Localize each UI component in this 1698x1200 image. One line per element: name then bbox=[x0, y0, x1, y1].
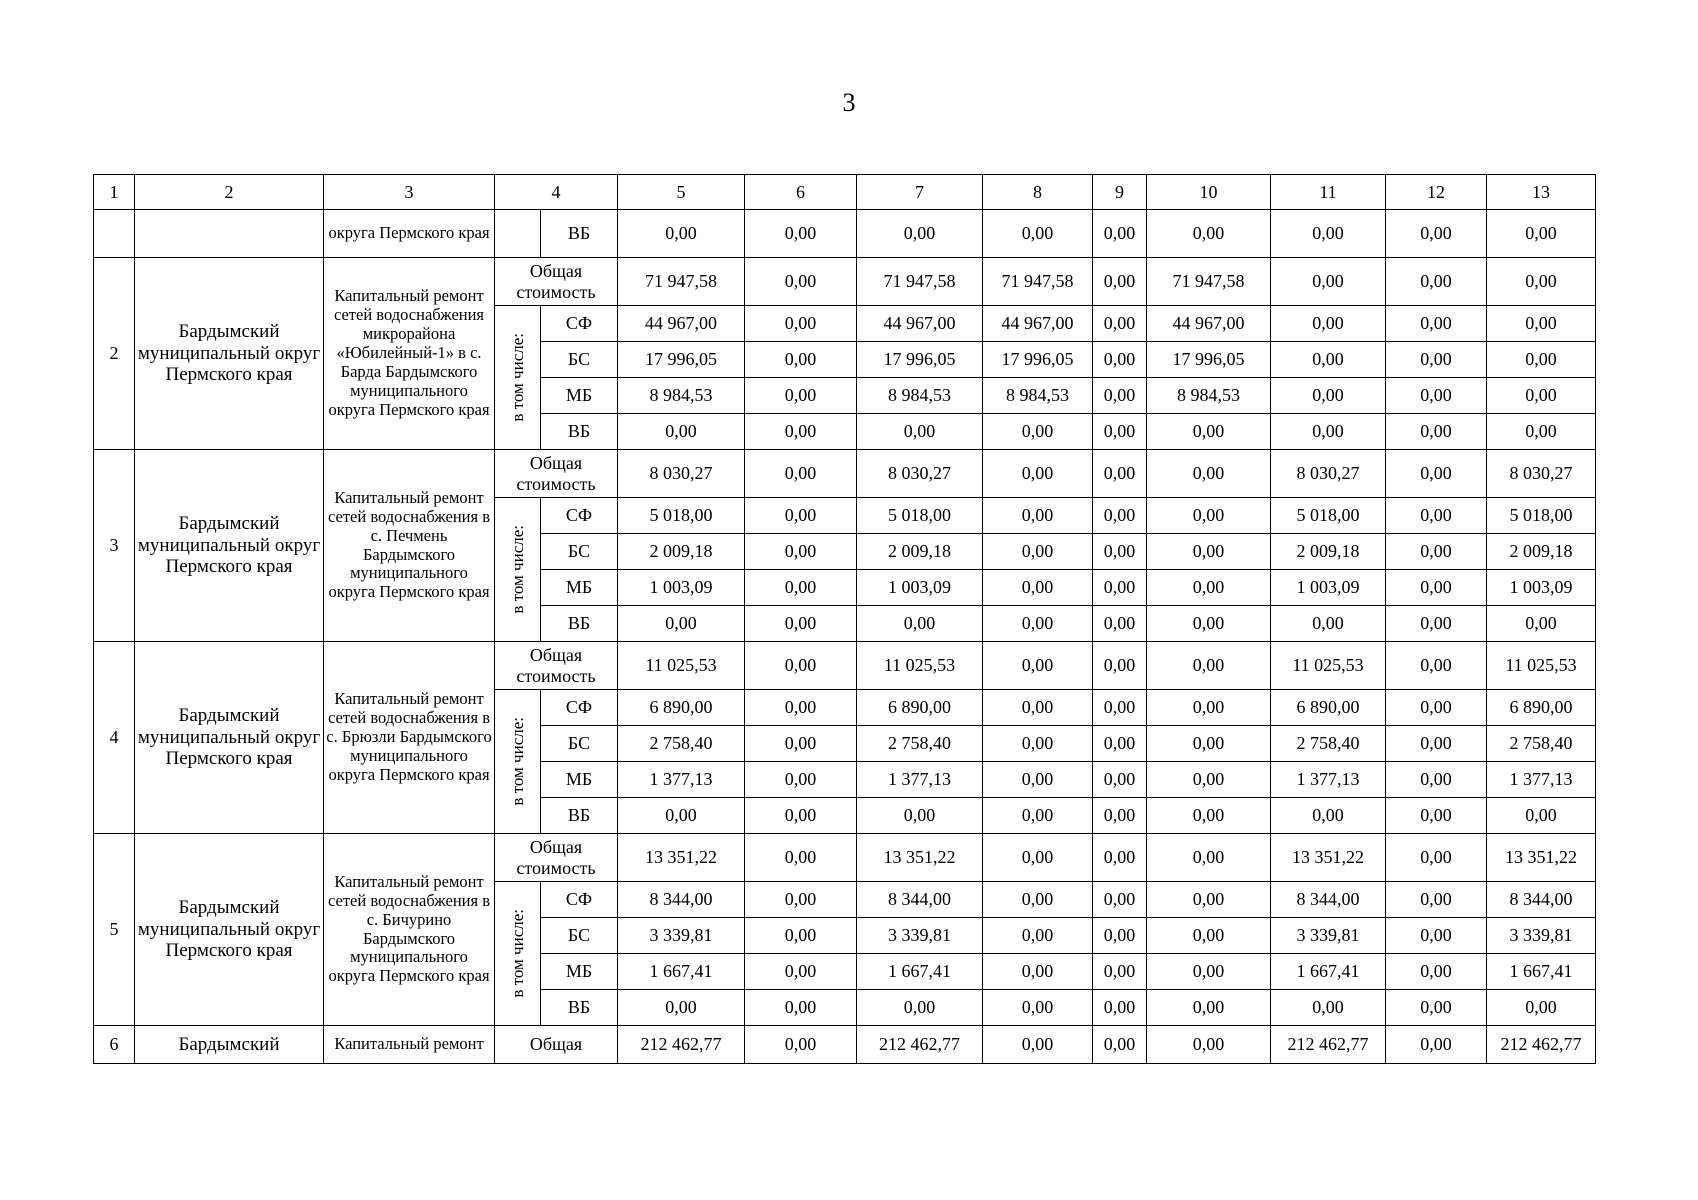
value-cell: 1 667,41 bbox=[857, 954, 983, 990]
object-description: Капитальный ремонт сетей водоснабжения в с. Брюзли Бардымского муниципального округа Пермского края bbox=[324, 642, 495, 834]
value-cell: 1 667,41 bbox=[1487, 954, 1596, 990]
value-cell: 2 009,18 bbox=[1487, 534, 1596, 570]
value-cell: 6 890,00 bbox=[1487, 690, 1596, 726]
value-cell: 0,00 bbox=[983, 210, 1093, 258]
value-cell: 0,00 bbox=[1271, 414, 1386, 450]
object-description: Капитальный ремонт bbox=[324, 1026, 495, 1064]
value-cell: 0,00 bbox=[1093, 726, 1147, 762]
value-cell: 0,00 bbox=[1093, 606, 1147, 642]
value-cell: 11 025,53 bbox=[1487, 642, 1596, 690]
value-cell: 8 344,00 bbox=[1271, 882, 1386, 918]
fund-label: СФ bbox=[541, 882, 618, 918]
value-cell: 0,00 bbox=[1487, 342, 1596, 378]
municipality-name: Бардымский муниципальный округ Пермского края bbox=[135, 258, 324, 450]
table-row-total bbox=[94, 642, 1596, 690]
value-cell: 212 462,77 bbox=[618, 1026, 745, 1064]
subgroup-label-cell bbox=[495, 882, 541, 1026]
value-cell: 0,00 bbox=[745, 882, 857, 918]
value-cell: 0,00 bbox=[1271, 342, 1386, 378]
value-cell: 0,00 bbox=[618, 798, 745, 834]
total-cost-label: Общая стоимость bbox=[495, 834, 618, 882]
value-cell: 13 351,22 bbox=[1271, 834, 1386, 882]
value-cell: 0,00 bbox=[1147, 1026, 1271, 1064]
value-cell: 0,00 bbox=[1093, 306, 1147, 342]
value-cell: 8 344,00 bbox=[1487, 882, 1596, 918]
fund-spacer-cell bbox=[495, 210, 541, 258]
value-cell: 0,00 bbox=[618, 414, 745, 450]
value-cell: 6 890,00 bbox=[618, 690, 745, 726]
row-number: 2 bbox=[94, 258, 135, 450]
total-cost-label: Общая стоимость bbox=[495, 258, 618, 306]
value-cell: 17 996,05 bbox=[618, 342, 745, 378]
row-number-cell bbox=[94, 210, 135, 258]
value-cell: 8 984,53 bbox=[857, 378, 983, 414]
value-cell: 0,00 bbox=[1147, 798, 1271, 834]
value-cell: 0,00 bbox=[983, 798, 1093, 834]
value-cell: 0,00 bbox=[1386, 498, 1487, 534]
value-cell: 0,00 bbox=[1147, 990, 1271, 1026]
subgroup-label: в том числе: bbox=[507, 717, 527, 806]
value-cell: 17 996,05 bbox=[983, 342, 1093, 378]
municipality-name: Бардымский муниципальный округ Пермского края bbox=[135, 450, 324, 642]
column-number: 6 bbox=[745, 175, 857, 210]
table-row-total bbox=[94, 258, 1596, 306]
value-cell: 0,00 bbox=[1147, 882, 1271, 918]
value-cell: 71 947,58 bbox=[1147, 258, 1271, 306]
value-cell: 8 030,27 bbox=[1487, 450, 1596, 498]
value-cell: 8 984,53 bbox=[618, 378, 745, 414]
value-cell: 0,00 bbox=[618, 210, 745, 258]
value-cell: 0,00 bbox=[1093, 498, 1147, 534]
table-row-total bbox=[94, 450, 1596, 498]
value-cell: 0,00 bbox=[1386, 642, 1487, 690]
value-cell: 0,00 bbox=[618, 606, 745, 642]
fund-label: СФ bbox=[541, 306, 618, 342]
value-cell: 17 996,05 bbox=[1147, 342, 1271, 378]
value-cell: 2 009,18 bbox=[1271, 534, 1386, 570]
value-cell: 8 984,53 bbox=[1147, 378, 1271, 414]
value-cell: 0,00 bbox=[1093, 918, 1147, 954]
value-cell: 0,00 bbox=[1093, 258, 1147, 306]
value-cell: 212 462,77 bbox=[857, 1026, 983, 1064]
column-number: 12 bbox=[1386, 175, 1487, 210]
value-cell: 0,00 bbox=[1147, 834, 1271, 882]
value-cell: 1 003,09 bbox=[857, 570, 983, 606]
value-cell: 0,00 bbox=[1147, 414, 1271, 450]
value-cell: 0,00 bbox=[745, 534, 857, 570]
value-cell: 0,00 bbox=[857, 606, 983, 642]
value-cell: 5 018,00 bbox=[1271, 498, 1386, 534]
fund-label: БС bbox=[541, 918, 618, 954]
value-cell: 0,00 bbox=[1093, 414, 1147, 450]
value-cell: 0,00 bbox=[745, 690, 857, 726]
value-cell: 0,00 bbox=[1147, 762, 1271, 798]
value-cell: 0,00 bbox=[1093, 210, 1147, 258]
value-cell: 2 758,40 bbox=[1487, 726, 1596, 762]
value-cell: 0,00 bbox=[983, 570, 1093, 606]
value-cell: 0,00 bbox=[1271, 798, 1386, 834]
value-cell: 8 030,27 bbox=[618, 450, 745, 498]
value-cell: 0,00 bbox=[983, 726, 1093, 762]
value-cell: 2 758,40 bbox=[857, 726, 983, 762]
value-cell: 0,00 bbox=[745, 642, 857, 690]
column-number: 13 bbox=[1487, 175, 1596, 210]
value-cell: 0,00 bbox=[1487, 990, 1596, 1026]
fund-label: БС bbox=[541, 726, 618, 762]
value-cell: 0,00 bbox=[745, 414, 857, 450]
value-cell: 0,00 bbox=[1386, 798, 1487, 834]
value-cell: 212 462,77 bbox=[1487, 1026, 1596, 1064]
value-cell: 0,00 bbox=[1093, 762, 1147, 798]
value-cell: 0,00 bbox=[1147, 606, 1271, 642]
value-cell: 8 030,27 bbox=[1271, 450, 1386, 498]
value-cell: 0,00 bbox=[1386, 534, 1487, 570]
fund-label: ВБ bbox=[541, 414, 618, 450]
value-cell: 44 967,00 bbox=[983, 306, 1093, 342]
value-cell: 0,00 bbox=[1271, 306, 1386, 342]
fund-label: СФ bbox=[541, 498, 618, 534]
value-cell: 3 339,81 bbox=[1271, 918, 1386, 954]
fund-label: ВБ bbox=[541, 798, 618, 834]
column-number: 5 bbox=[618, 175, 745, 210]
value-cell: 1 377,13 bbox=[1271, 762, 1386, 798]
value-cell: 0,00 bbox=[1271, 378, 1386, 414]
value-cell: 0,00 bbox=[983, 1026, 1093, 1064]
value-cell: 0,00 bbox=[745, 306, 857, 342]
value-cell: 0,00 bbox=[1386, 450, 1487, 498]
header-row bbox=[94, 175, 1596, 210]
page-number: 3 bbox=[842, 88, 856, 117]
value-cell: 13 351,22 bbox=[618, 834, 745, 882]
value-cell: 1 003,09 bbox=[1271, 570, 1386, 606]
column-number: 1 bbox=[94, 175, 135, 210]
value-cell: 0,00 bbox=[1271, 606, 1386, 642]
subgroup-label: в том числе: bbox=[507, 909, 527, 998]
fund-label: СФ bbox=[541, 690, 618, 726]
value-cell: 0,00 bbox=[745, 342, 857, 378]
value-cell: 0,00 bbox=[1386, 306, 1487, 342]
value-cell: 0,00 bbox=[983, 990, 1093, 1026]
value-cell: 0,00 bbox=[745, 606, 857, 642]
value-cell: 2 009,18 bbox=[618, 534, 745, 570]
value-cell: 0,00 bbox=[983, 918, 1093, 954]
column-number: 7 bbox=[857, 175, 983, 210]
value-cell: 0,00 bbox=[983, 606, 1093, 642]
fund-label: МБ bbox=[541, 954, 618, 990]
value-cell: 0,00 bbox=[1386, 762, 1487, 798]
value-cell: 8 344,00 bbox=[857, 882, 983, 918]
value-cell: 0,00 bbox=[1386, 606, 1487, 642]
value-cell: 2 009,18 bbox=[857, 534, 983, 570]
value-cell: 2 758,40 bbox=[618, 726, 745, 762]
value-cell: 0,00 bbox=[1386, 834, 1487, 882]
value-cell: 8 030,27 bbox=[857, 450, 983, 498]
financing-table bbox=[93, 174, 1596, 1064]
value-cell: 2 758,40 bbox=[1271, 726, 1386, 762]
value-cell: 0,00 bbox=[745, 498, 857, 534]
value-cell: 0,00 bbox=[1386, 954, 1487, 990]
value-cell: 0,00 bbox=[1093, 690, 1147, 726]
value-cell: 44 967,00 bbox=[857, 306, 983, 342]
column-number: 4 bbox=[495, 175, 618, 210]
value-cell: 0,00 bbox=[745, 258, 857, 306]
value-cell: 0,00 bbox=[857, 798, 983, 834]
value-cell: 0,00 bbox=[1386, 378, 1487, 414]
column-number: 8 bbox=[983, 175, 1093, 210]
value-cell: 0,00 bbox=[1386, 990, 1487, 1026]
value-cell: 0,00 bbox=[745, 1026, 857, 1064]
value-cell: 11 025,53 bbox=[857, 642, 983, 690]
subgroup-label: в том числе: bbox=[507, 333, 527, 422]
municipality-cell bbox=[135, 210, 324, 258]
value-cell: 5 018,00 bbox=[618, 498, 745, 534]
value-cell: 0,00 bbox=[983, 414, 1093, 450]
value-cell: 0,00 bbox=[1147, 726, 1271, 762]
object-description: Капитальный ремонт сетей водоснабжения микрорайона «Юбилейный-1» в с. Барда Бардымского муниципального округа Пермского края bbox=[324, 258, 495, 450]
value-cell: 0,00 bbox=[1093, 570, 1147, 606]
fund-label: БС bbox=[541, 534, 618, 570]
value-cell: 0,00 bbox=[983, 450, 1093, 498]
value-cell: 0,00 bbox=[1093, 378, 1147, 414]
subgroup-label-cell bbox=[495, 498, 541, 642]
value-cell: 44 967,00 bbox=[1147, 306, 1271, 342]
fund-label: МБ bbox=[541, 762, 618, 798]
value-cell: 6 890,00 bbox=[857, 690, 983, 726]
subgroup-label-cell bbox=[495, 690, 541, 834]
fund-label: ВБ bbox=[541, 606, 618, 642]
subgroup-label-cell bbox=[495, 306, 541, 450]
value-cell: 3 339,81 bbox=[857, 918, 983, 954]
value-cell: 0,00 bbox=[1487, 306, 1596, 342]
value-cell: 1 377,13 bbox=[618, 762, 745, 798]
column-number: 11 bbox=[1271, 175, 1386, 210]
value-cell: 0,00 bbox=[983, 690, 1093, 726]
column-number: 3 bbox=[324, 175, 495, 210]
value-cell: 0,00 bbox=[1386, 342, 1487, 378]
fund-label: ВБ bbox=[541, 210, 618, 258]
value-cell: 6 890,00 bbox=[1271, 690, 1386, 726]
value-cell: 0,00 bbox=[1093, 642, 1147, 690]
value-cell: 0,00 bbox=[1147, 210, 1271, 258]
value-cell: 0,00 bbox=[983, 762, 1093, 798]
value-cell: 0,00 bbox=[745, 726, 857, 762]
total-cost-label: Общая стоимость bbox=[495, 642, 618, 690]
value-cell: 0,00 bbox=[983, 954, 1093, 990]
value-cell: 0,00 bbox=[745, 450, 857, 498]
value-cell: 1 377,13 bbox=[857, 762, 983, 798]
value-cell: 17 996,05 bbox=[857, 342, 983, 378]
value-cell: 0,00 bbox=[745, 378, 857, 414]
value-cell: 0,00 bbox=[1147, 954, 1271, 990]
value-cell: 13 351,22 bbox=[1487, 834, 1596, 882]
object-cell: округа Пермского края bbox=[324, 210, 495, 258]
value-cell: 0,00 bbox=[745, 918, 857, 954]
value-cell: 0,00 bbox=[1386, 414, 1487, 450]
value-cell: 0,00 bbox=[1487, 606, 1596, 642]
subgroup-label: в том числе: bbox=[507, 525, 527, 614]
row-number: 3 bbox=[94, 450, 135, 642]
value-cell: 0,00 bbox=[1147, 534, 1271, 570]
column-number: 10 bbox=[1147, 175, 1271, 210]
value-cell: 0,00 bbox=[1386, 258, 1487, 306]
value-cell: 0,00 bbox=[745, 834, 857, 882]
value-cell: 1 003,09 bbox=[1487, 570, 1596, 606]
value-cell: 71 947,58 bbox=[857, 258, 983, 306]
value-cell: 1 003,09 bbox=[618, 570, 745, 606]
value-cell: 44 967,00 bbox=[618, 306, 745, 342]
value-cell: 0,00 bbox=[1386, 918, 1487, 954]
value-cell: 0,00 bbox=[1386, 690, 1487, 726]
value-cell: 0,00 bbox=[1487, 414, 1596, 450]
value-cell: 0,00 bbox=[1386, 1026, 1487, 1064]
value-cell: 0,00 bbox=[1487, 210, 1596, 258]
value-cell: 0,00 bbox=[745, 762, 857, 798]
value-cell: 11 025,53 bbox=[1271, 642, 1386, 690]
value-cell: 0,00 bbox=[1147, 690, 1271, 726]
value-cell: 0,00 bbox=[983, 498, 1093, 534]
value-cell: 0,00 bbox=[1487, 798, 1596, 834]
value-cell: 0,00 bbox=[983, 882, 1093, 918]
value-cell: 0,00 bbox=[745, 990, 857, 1026]
value-cell: 0,00 bbox=[1147, 642, 1271, 690]
value-cell: 0,00 bbox=[1271, 258, 1386, 306]
value-cell: 212 462,77 bbox=[1271, 1026, 1386, 1064]
value-cell: 0,00 bbox=[1093, 882, 1147, 918]
value-cell: 0,00 bbox=[745, 798, 857, 834]
total-cost-label: Общая стоимость bbox=[495, 450, 618, 498]
value-cell: 0,00 bbox=[1386, 882, 1487, 918]
row-number: 4 bbox=[94, 642, 135, 834]
value-cell: 0,00 bbox=[1271, 990, 1386, 1026]
municipality-name: Бардымский муниципальный округ Пермского края bbox=[135, 834, 324, 1026]
value-cell: 0,00 bbox=[745, 570, 857, 606]
value-cell: 0,00 bbox=[1386, 210, 1487, 258]
value-cell: 3 339,81 bbox=[1487, 918, 1596, 954]
value-cell: 11 025,53 bbox=[618, 642, 745, 690]
value-cell: 5 018,00 bbox=[1487, 498, 1596, 534]
column-number: 9 bbox=[1093, 175, 1147, 210]
value-cell: 0,00 bbox=[1147, 918, 1271, 954]
value-cell: 0,00 bbox=[618, 990, 745, 1026]
value-cell: 8 984,53 bbox=[983, 378, 1093, 414]
table-row-last bbox=[94, 1026, 1596, 1064]
total-cost-label: Общая bbox=[495, 1026, 618, 1064]
fund-label: ВБ bbox=[541, 990, 618, 1026]
value-cell: 0,00 bbox=[745, 954, 857, 990]
value-cell: 71 947,58 bbox=[618, 258, 745, 306]
value-cell: 0,00 bbox=[983, 534, 1093, 570]
value-cell: 0,00 bbox=[1093, 342, 1147, 378]
value-cell: 0,00 bbox=[1093, 798, 1147, 834]
row-number: 6 bbox=[94, 1026, 135, 1064]
value-cell: 0,00 bbox=[745, 210, 857, 258]
value-cell: 0,00 bbox=[1147, 450, 1271, 498]
object-description: Капитальный ремонт сетей водоснабжения в с. Печмень Бардымского муниципального округа Пермского края bbox=[324, 450, 495, 642]
value-cell: 0,00 bbox=[857, 990, 983, 1026]
value-cell: 1 667,41 bbox=[1271, 954, 1386, 990]
municipality-name: Бардымский bbox=[135, 1026, 324, 1064]
value-cell: 71 947,58 bbox=[983, 258, 1093, 306]
value-cell: 1 377,13 bbox=[1487, 762, 1596, 798]
fund-label: БС bbox=[541, 342, 618, 378]
value-cell: 0,00 bbox=[983, 834, 1093, 882]
row-number: 5 bbox=[94, 834, 135, 1026]
value-cell: 0,00 bbox=[1093, 450, 1147, 498]
value-cell: 0,00 bbox=[1093, 954, 1147, 990]
value-cell: 0,00 bbox=[1487, 258, 1596, 306]
continuation-row bbox=[94, 210, 1596, 258]
value-cell: 0,00 bbox=[1093, 834, 1147, 882]
value-cell: 8 344,00 bbox=[618, 882, 745, 918]
value-cell: 0,00 bbox=[1093, 990, 1147, 1026]
table-row-total bbox=[94, 834, 1596, 882]
value-cell: 0,00 bbox=[857, 210, 983, 258]
value-cell: 13 351,22 bbox=[857, 834, 983, 882]
value-cell: 0,00 bbox=[983, 642, 1093, 690]
value-cell: 0,00 bbox=[1147, 570, 1271, 606]
value-cell: 1 667,41 bbox=[618, 954, 745, 990]
value-cell: 0,00 bbox=[1386, 726, 1487, 762]
value-cell: 5 018,00 bbox=[857, 498, 983, 534]
value-cell: 0,00 bbox=[1271, 210, 1386, 258]
object-description: Капитальный ремонт сетей водоснабжения в с. Бичурино Бардымского муниципального округа Пермского края bbox=[324, 834, 495, 1026]
value-cell: 0,00 bbox=[857, 414, 983, 450]
value-cell: 3 339,81 bbox=[618, 918, 745, 954]
fund-label: МБ bbox=[541, 378, 618, 414]
value-cell: 0,00 bbox=[1093, 1026, 1147, 1064]
value-cell: 0,00 bbox=[1093, 534, 1147, 570]
municipality-name: Бардымский муниципальный округ Пермского края bbox=[135, 642, 324, 834]
value-cell: 0,00 bbox=[1386, 570, 1487, 606]
table-body bbox=[94, 175, 1596, 1064]
fund-label: МБ bbox=[541, 570, 618, 606]
column-number: 2 bbox=[135, 175, 324, 210]
value-cell: 0,00 bbox=[1487, 378, 1596, 414]
value-cell: 0,00 bbox=[1147, 498, 1271, 534]
